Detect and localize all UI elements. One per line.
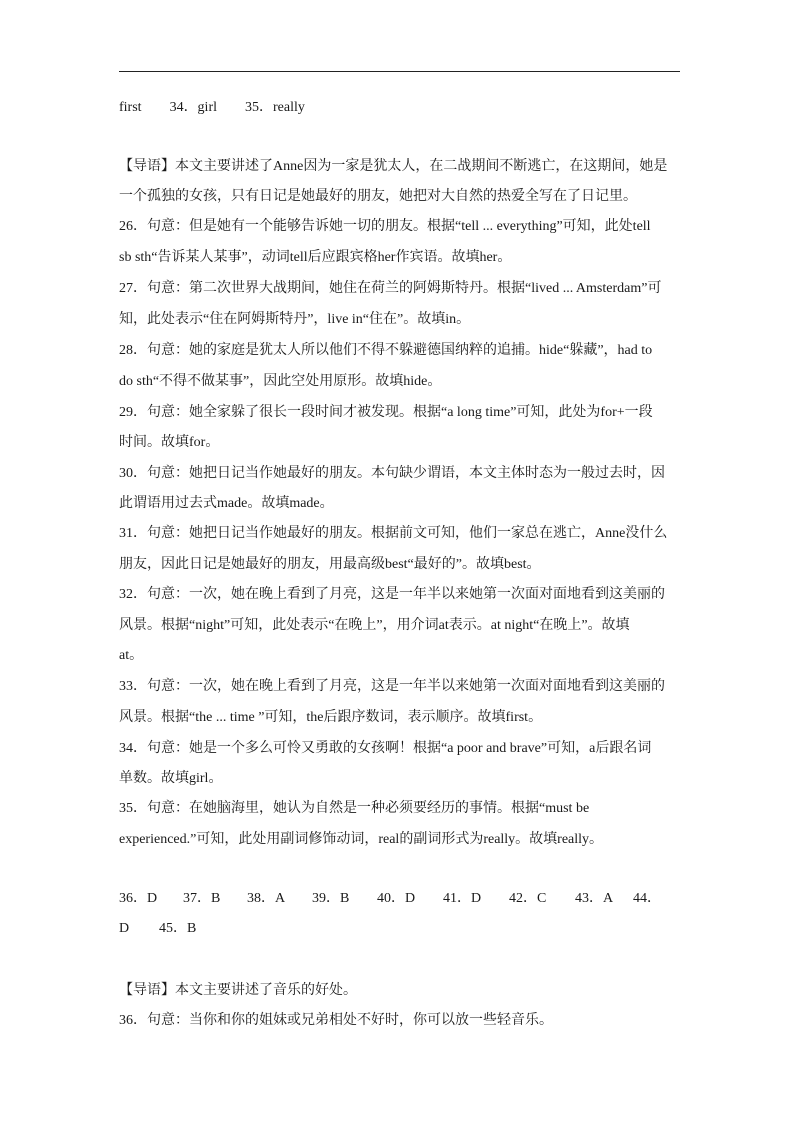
- explanation-35-line-1: 35．句意：在她脑海里，她认为自然是一种必须要经历的事情。根据“must be: [119, 801, 590, 816]
- intro-section-2: 【导语】本文主要讲述了音乐的好处。: [119, 983, 357, 998]
- explanation-30-line-1: 30．句意：她把日记当作她最好的朋友。本句缺少谓语，本文主体时态为一般过去时，因: [119, 466, 665, 481]
- explanation-29-line-1: 29．句意：她全家躲了很长一段时间才被发现。根据“a long time”可知，此处为for+一段: [119, 405, 653, 420]
- answers-top-row: [119, 98, 689, 118]
- answer-33: first: [119, 100, 142, 115]
- explanation-31-line-1: 31．句意：她把日记当作她最好的朋友。根据前文可知，他们一家总在逃亡，Anne没什么: [119, 526, 668, 541]
- answer-43: 43．A: [575, 891, 614, 906]
- explanation-33-line-1: 33．句意：一次，她在晚上看到了月亮，这是一年半以来她第一次面对面地看到这美丽的: [119, 679, 665, 694]
- explanation-32-line-3: at。: [119, 648, 144, 663]
- explanation-28-line-2: do sth“不得不做某事”，因此空处用原形。故填hide。: [119, 374, 442, 389]
- explanation-36: 36．句意：当你和你的姐妹或兄弟相处不好时，你可以放一些轻音乐。: [119, 1013, 553, 1028]
- intro-line-1: 【导语】本文主要讲述了Anne因为一家是犹太人，在二战期间不断逃亡，在这期间，她是: [119, 159, 668, 174]
- answers-mid-row-1: [119, 889, 689, 909]
- explanation-27-line-1: 27．句意：第二次世界大战期间，她住在荷兰的阿姆斯特丹。根据“lived ... Amsterdam”可: [119, 281, 662, 296]
- explanation-32-line-1: 32．句意：一次，她在晚上看到了月亮，这是一年半以来她第一次面对面地看到这美丽的: [119, 587, 665, 602]
- answer-37: 37．B: [183, 891, 221, 906]
- explanation-26-line-2: sb sth“告诉某人某事”，动词tell后应跟宾格her作宾语。故填her。: [119, 250, 512, 265]
- answer-42: 42．C: [509, 891, 547, 906]
- explanation-35-line-2: experienced.”可知，此处用副词修饰动词，real的副词形式为really。故填really。: [119, 832, 604, 847]
- explanation-34-line-1: 34．句意：她是一个多么可怜又勇敢的女孩啊！根据“a poor and brave”可知，a后跟名词: [119, 741, 652, 756]
- answer-44-value: D: [119, 921, 130, 936]
- answer-39: 39．B: [312, 891, 350, 906]
- explanation-34-line-2: 单数。故填girl。: [119, 771, 223, 786]
- answer-36: 36．D: [119, 891, 158, 906]
- explanation-33-line-2: 风景。根据“the ... time ”可知，the后跟序数词，表示顺序。故填first。: [119, 710, 543, 725]
- top-divider: [119, 71, 680, 72]
- answer-44-number: 44．: [633, 891, 661, 906]
- answer-35: 35．really: [245, 100, 305, 115]
- answer-45: 45．B: [159, 921, 197, 936]
- answer-34: 34．girl: [169, 100, 218, 115]
- intro-line-2: 一个孤独的女孩，只有日记是她最好的朋友，她把对大自然的热爱全写在了日记里。: [119, 189, 637, 204]
- answer-41: 41．D: [443, 891, 482, 906]
- explanation-29-line-2: 时间。故填for。: [119, 435, 220, 450]
- answers-mid-row-2: [119, 919, 689, 939]
- explanation-30-line-2: 此谓语用过去式made。故填made。: [119, 496, 334, 511]
- explanation-28-line-1: 28．句意：她的家庭是犹太人所以他们不得不躲避德国纳粹的追捕。hide“躲藏”，had to: [119, 343, 653, 358]
- explanation-27-line-2: 知，此处表示“住在阿姆斯特丹”，live in“住在”。故填in。: [119, 312, 471, 327]
- answer-38: 38．A: [247, 891, 286, 906]
- answer-40: 40．D: [377, 891, 416, 906]
- explanation-26-line-1: 26．句意：但是她有一个能够告诉她一切的朋友。根据“tell ... everything”可知，此处tell: [119, 219, 651, 234]
- explanation-32-line-2: 风景。根据“night”可知，此处表示“在晚上”，用介词at表示。at night“在晚上”。故填: [119, 618, 630, 633]
- explanation-31-line-2: 朋友，因此日记是她最好的朋友，用最高级best“最好的”。故填best。: [119, 557, 541, 572]
